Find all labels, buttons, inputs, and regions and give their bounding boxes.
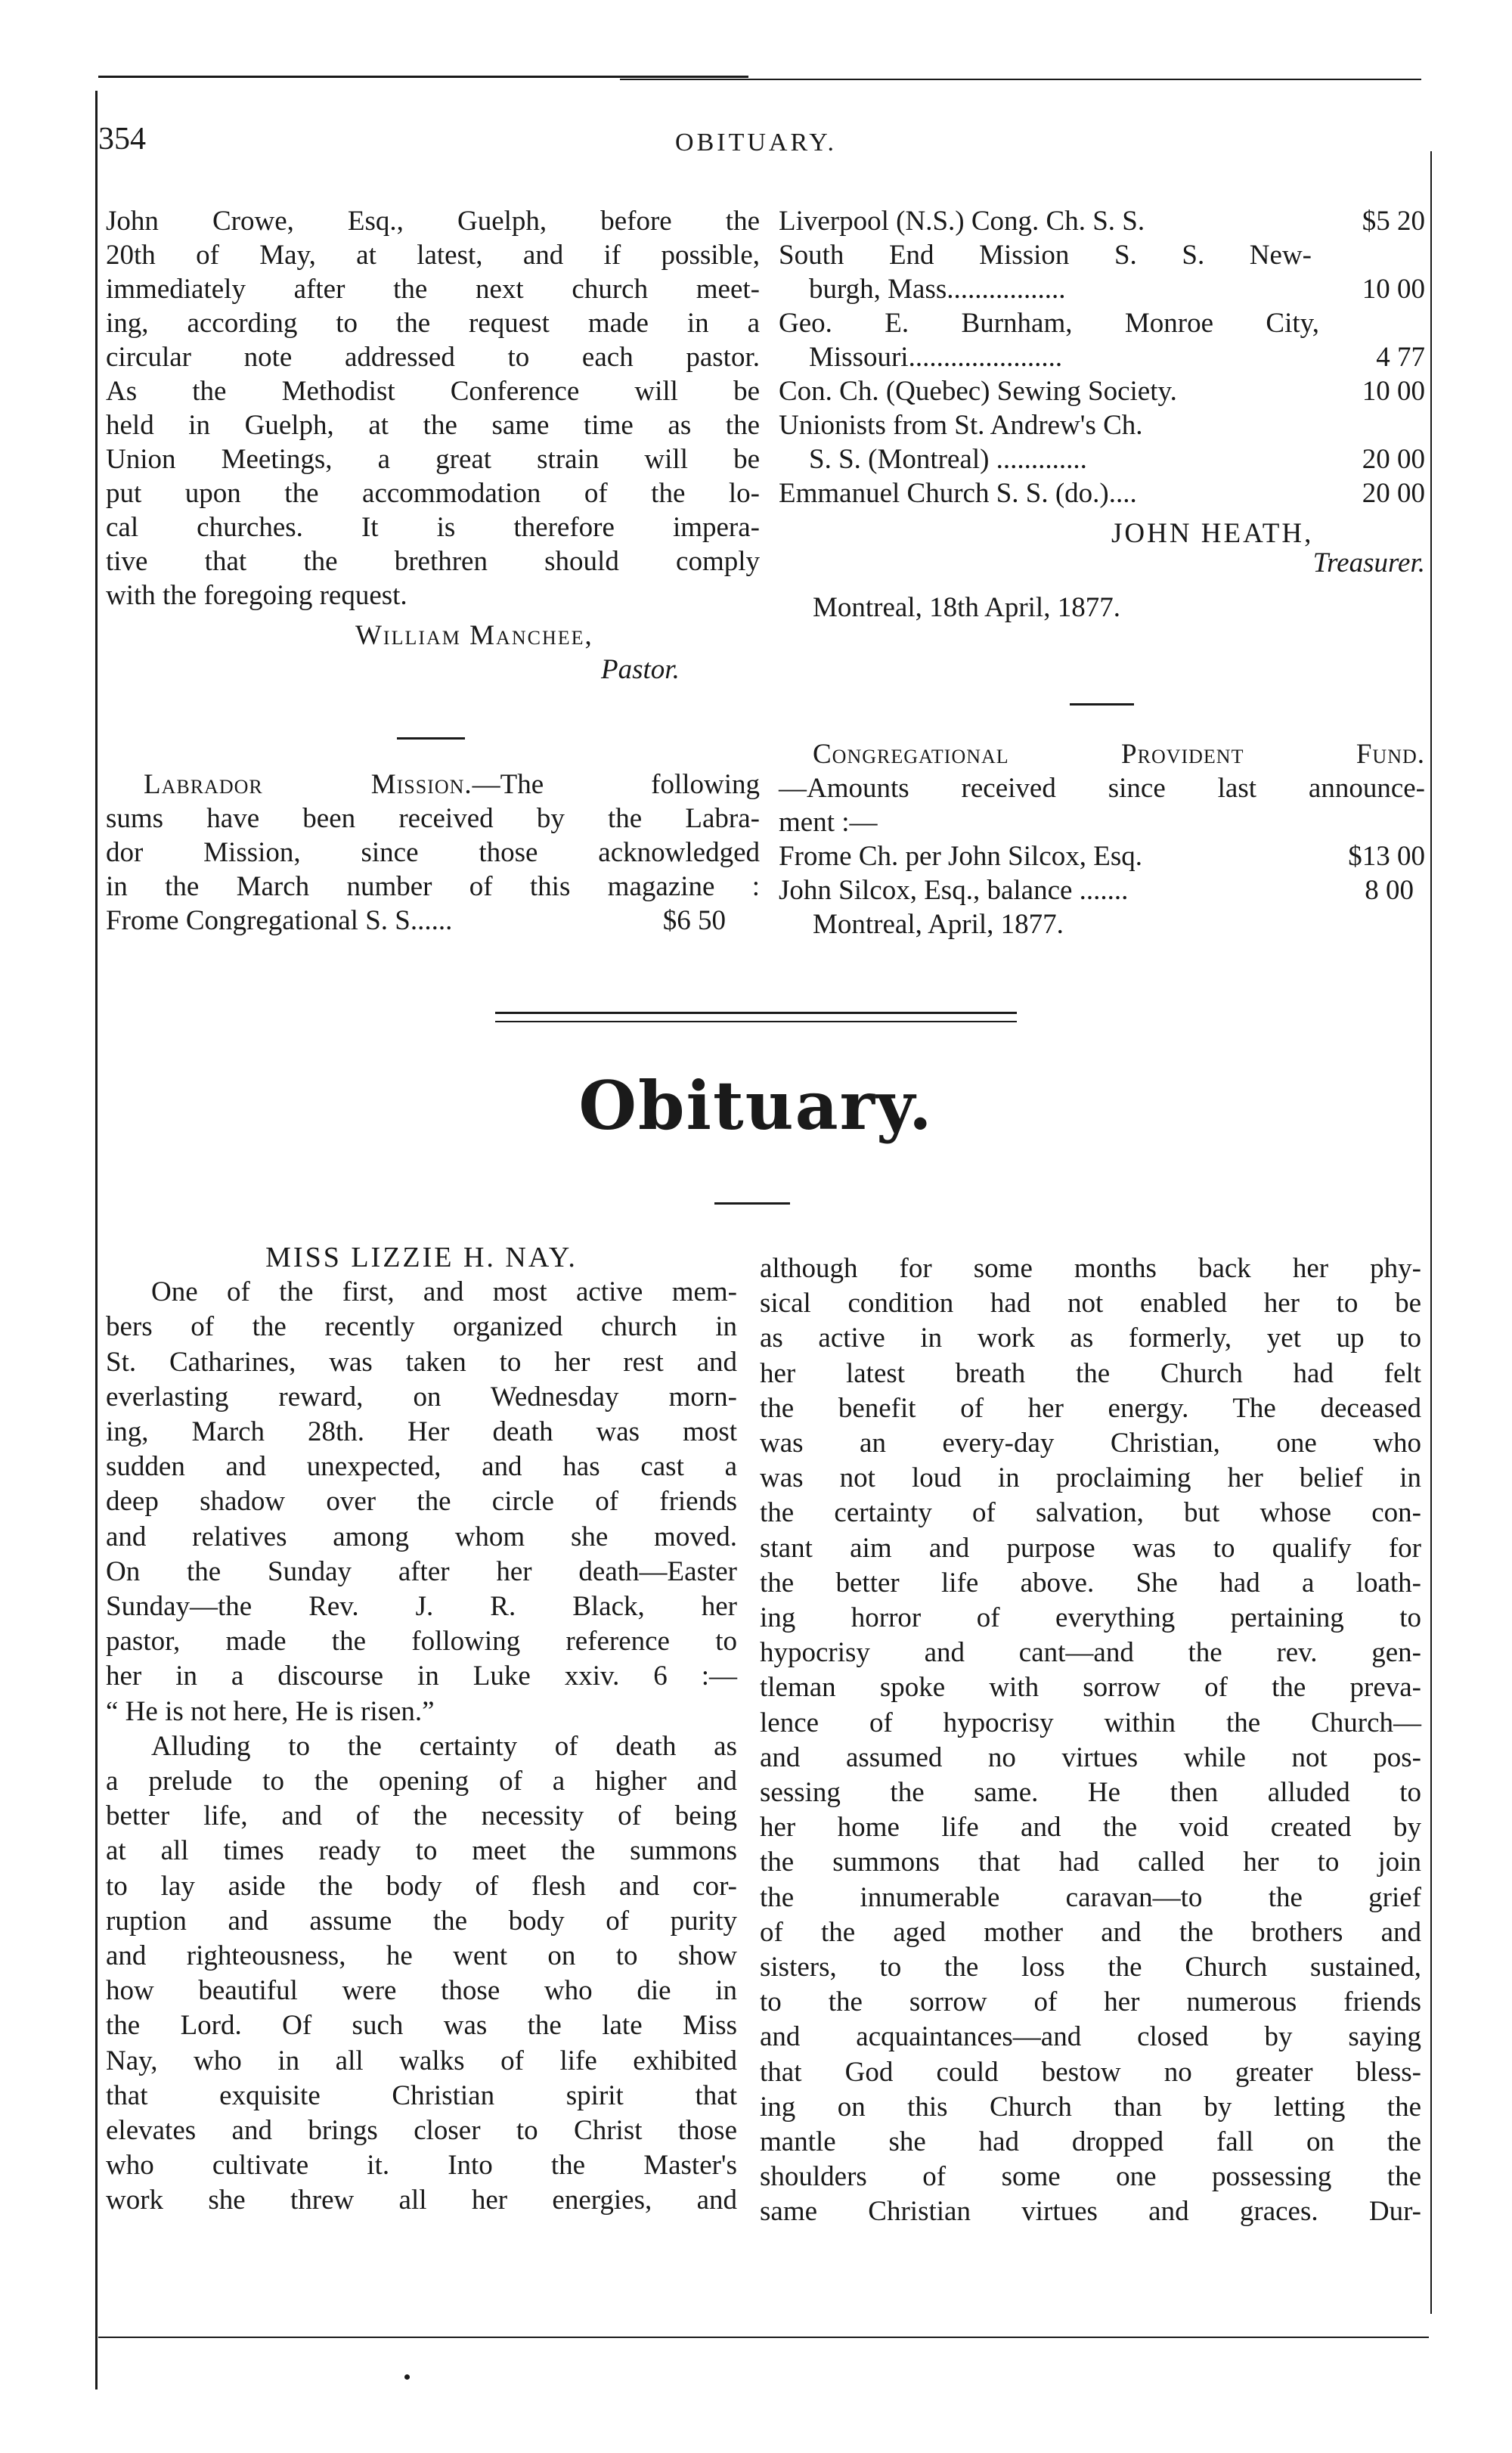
obituary-left-column [106, 1240, 737, 2219]
contribution-row [779, 442, 1425, 476]
text-line: —Amounts received since last announce- [779, 773, 1425, 804]
text-line: stant aim and purpose was to qualify for [760, 1532, 1421, 1564]
text-line: her in a discourse in Luke xxiv. 6 :— [106, 1661, 737, 1692]
bottom-rule [98, 2337, 1429, 2338]
section-divider-top [495, 1012, 1017, 1014]
print-speck [404, 2374, 410, 2380]
text-line: “ He is not here, He is risen.” [106, 1695, 435, 1727]
text-line: the certainty of salvation, but whose con- [760, 1497, 1421, 1529]
text-line: was an every-day Christian, one who [760, 1428, 1421, 1459]
right-separator [1070, 703, 1134, 706]
text-line: dor Mission, since those acknowledged [106, 837, 760, 868]
text-line: sical condition had not enabled her to be [760, 1288, 1421, 1320]
text-line: mantle she had dropped fall on the [760, 2126, 1421, 2158]
section-divider-bottom [495, 1021, 1017, 1022]
text-line: sessing the same. He then alluded to [760, 1777, 1421, 1809]
text-line: that God could bestow no greater bless- [760, 2056, 1421, 2088]
text-line: to lay aside the body of flesh and cor- [106, 1870, 737, 1902]
text-line: hypocrisy and cant—and the rev. gen- [760, 1637, 1421, 1669]
contribution-row [779, 272, 1425, 306]
date-line: Montreal, 18th April, 1877. [813, 592, 1120, 623]
text-line: was not loud in proclaiming her belief in [760, 1462, 1421, 1494]
text-line: One of the first, and most active mem- [151, 1276, 737, 1308]
text-line: sums have been received by the Labra- [106, 803, 760, 834]
contribution-label: Emmanuel Church S. S. (do.).... [779, 478, 1137, 509]
notice-heading: Congregational Provident Fund. [813, 739, 1425, 770]
text-line: as active in work as formerly, yet up to [760, 1323, 1421, 1354]
treasurer-name: JOHN HEATH, [1111, 518, 1314, 549]
text-line: in the March number of this magazine : [106, 871, 760, 902]
contribution-row [779, 873, 1425, 907]
text-line: the summons that had called her to join [760, 1847, 1421, 1878]
text-line: her latest breath the Church had felt [760, 1357, 1421, 1389]
notice-lead: Labrador Mission. [144, 769, 472, 800]
contribution-row [779, 204, 1425, 238]
contribution-label: Geo. E. Burnham, Monroe City, [779, 308, 1319, 339]
text-line: how beautiful were those who die in [106, 1975, 737, 2007]
text-line: although for some months back her phy- [760, 1253, 1421, 1284]
text-line: bers of the recently organized church in [106, 1311, 737, 1343]
text-line: same Christian virtues and graces. Dur- [760, 2196, 1421, 2228]
contribution-label: Unionists from St. Andrew's Ch. [779, 410, 1143, 441]
contribution-label: Frome Congregational S. S...... [106, 905, 453, 936]
text-line: and acquaintances—and closed by saying [760, 2021, 1421, 2053]
text-line: everlasting reward, on Wednesday morn- [106, 1381, 737, 1413]
contribution-amount: $6 50 [662, 905, 726, 936]
contribution-label: Con. Ch. (Quebec) Sewing Society. [779, 376, 1177, 407]
contribution-label: Frome Ch. per John Silcox, Esq. [779, 841, 1142, 872]
text-line: John Crowe, Esq., Guelph, before the [106, 206, 760, 237]
text-line: ing on this Church than by letting the [760, 2091, 1421, 2123]
text-line: put upon the accommodation of the lo- [106, 478, 760, 509]
text-line: work she threw all her energies, and [106, 2185, 737, 2216]
text-line: ing horror of everything pertaining to [760, 1602, 1421, 1634]
contribution-amount: $13 00 [1348, 841, 1425, 872]
text-line: the innumerable caravan—to the grief [760, 1881, 1421, 1913]
text-line: 20th of May, at latest, and if possible, [106, 240, 760, 271]
text-line: Nay, who in all walks of life exhibited [106, 2045, 737, 2076]
contribution-label: Missouri...................... [809, 342, 1063, 373]
left-separator [397, 737, 465, 740]
text-line: pastor, made the following reference to [106, 1626, 737, 1658]
text-line: circular note addressed to each pastor. [106, 342, 760, 373]
left-top-column [106, 204, 760, 687]
contribution-row [106, 904, 760, 938]
contribution-row [779, 374, 1425, 408]
text-line: Sunday—the Rev. J. R. Black, her [106, 1591, 737, 1623]
contribution-amount: 20 00 [1362, 444, 1425, 475]
text-line: better life, and of the necessity of being [106, 1800, 737, 1832]
text-line: On the Sunday after her death—Easter [106, 1555, 737, 1587]
text-line: with the foregoing request. [106, 580, 407, 611]
text-line: to the sorrow of her numerous friends [760, 1986, 1421, 2018]
text-line: and assumed no virtues while not pos- [760, 1741, 1421, 1773]
contribution-label: John Silcox, Esq., balance ....... [779, 875, 1129, 906]
obituary-subject-name: MISS LIZZIE H. NAY. [265, 1242, 578, 1273]
left-margin-line [95, 91, 98, 2389]
top-rule-left [98, 76, 748, 78]
right-margin-line [1430, 151, 1432, 2314]
right-top-column [779, 204, 1425, 625]
text-line: the better life above. She had a loath- [760, 1567, 1421, 1599]
text-line: her home life and the void created by [760, 1812, 1421, 1844]
text-line [106, 768, 760, 802]
text-line: shoulders of some one possessing the [760, 2161, 1421, 2193]
contribution-amount: 8 00 [1365, 875, 1414, 906]
contribution-label: S. S. (Montreal) ............. [809, 444, 1087, 475]
text-line: ing, March 28th. Her death was most [106, 1416, 737, 1448]
top-rule-right [620, 79, 1421, 80]
text-line: and righteousness, he went on to show [106, 1940, 737, 1972]
text-line: ment :— [779, 807, 878, 838]
text-line: sisters, to the loss the Church sustained, [760, 1952, 1421, 1983]
text-line: of the aged mother and the brothers and [760, 1916, 1421, 1948]
text-line: deep shadow over the circle of friends [106, 1486, 737, 1518]
text-line: at all times ready to meet the summons [106, 1835, 737, 1867]
text-line: the benefit of her energy. The deceased [760, 1392, 1421, 1424]
text-line: tleman spoke with sorrow of the preva- [760, 1672, 1421, 1704]
signature-title: Pastor. [601, 654, 680, 685]
text-line: lence of hypocrisy within the Church— [760, 1707, 1421, 1738]
text-line: St. Catharines, was taken to her rest and [106, 1346, 737, 1378]
treasurer-title: Treasurer. [1312, 547, 1425, 578]
contribution-amount: $5 20 [1362, 206, 1425, 237]
provident-fund-notice [779, 737, 1425, 941]
title-underline [714, 1202, 790, 1205]
contribution-row [779, 476, 1425, 510]
date-line: Montreal, April, 1877. [813, 909, 1064, 940]
section-title: Obituary. [578, 1066, 934, 1145]
text-line: held in Guelph, at the same time as the [106, 410, 760, 441]
contribution-row [779, 839, 1425, 873]
text-line: ruption and assume the body of purity [106, 1905, 737, 1937]
text-line: Alluding to the certainty of death as [151, 1730, 737, 1762]
contribution-amount: 20 00 [1362, 478, 1425, 509]
obituary-right-column [760, 1251, 1421, 2230]
signature-name: William Manchee, [355, 620, 593, 651]
text-line: cal churches. It is therefore impera- [106, 512, 760, 543]
contribution-row [779, 340, 1425, 374]
text-line: ing, according to the request made in a [106, 308, 760, 339]
text-line: tive that the brethren should comply [106, 546, 760, 577]
notice-lead-text: —The following [472, 769, 761, 800]
labrador-mission-notice [106, 768, 760, 938]
running-title: OBITUARY. [675, 129, 837, 157]
text-line: that exquisite Christian spirit that [106, 2079, 737, 2111]
text-line: a prelude to the opening of a higher and [106, 1766, 737, 1797]
contribution-label: Liverpool (N.S.) Cong. Ch. S. S. [779, 206, 1145, 237]
text-line: and relatives among whom she moved. [106, 1521, 737, 1552]
contribution-amount: 10 00 [1362, 376, 1425, 407]
text-line: the Lord. Of such was the late Miss [106, 2010, 737, 2042]
text-line: immediately after the next church meet- [106, 274, 760, 305]
page-number: 354 [98, 122, 146, 157]
text-line: elevates and brings closer to Christ those [106, 2115, 737, 2147]
contribution-amount: 4 77 [1376, 342, 1425, 373]
text-line: who cultivate it. Into the Master's [106, 2150, 737, 2182]
text-line: sudden and unexpected, and has cast a [106, 1451, 737, 1483]
contribution-amount: 10 00 [1362, 274, 1425, 305]
contribution-label: South End Mission S. S. New- [779, 240, 1312, 271]
contribution-label: burgh, Mass................. [809, 274, 1066, 305]
text-line: Union Meetings, a great strain will be [106, 444, 760, 475]
text-line: As the Methodist Conference will be [106, 376, 760, 407]
